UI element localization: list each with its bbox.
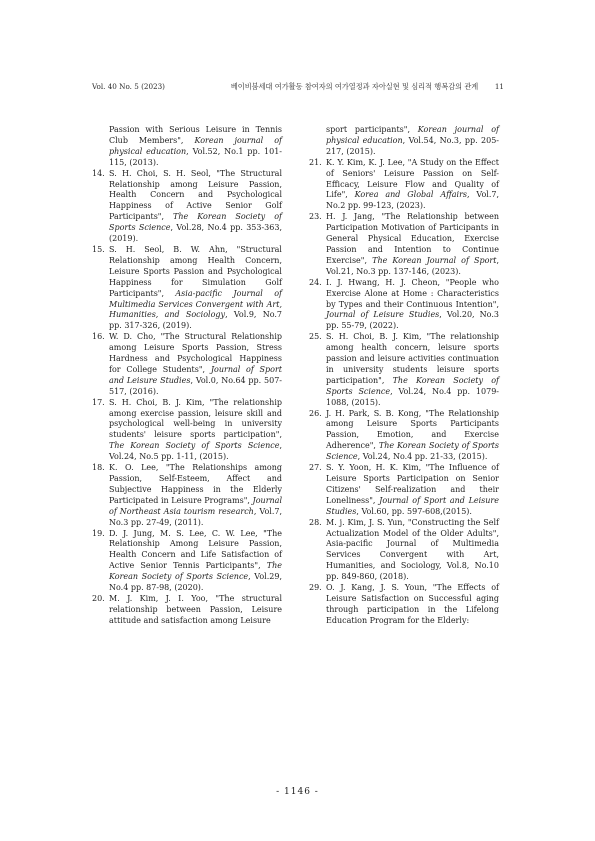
reference-entry [309,158,499,213]
reference-text [326,332,499,408]
reference-entry [92,398,282,463]
reference-number: 15. [92,244,105,254]
reference-entry [309,583,499,627]
reference-number: 24. [309,277,322,287]
reference-text-part: , Vol.28, No.4 pp. 353-363, (2019). [109,223,282,244]
reference-text-part: , Vol.54, No.3, pp. 205-217, (2015). [326,135,500,156]
reference-text-part: , Vol.21, No.3 pp. 137-146, (2023). [326,255,499,276]
header-right [231,82,504,92]
reference-text-part: M. j. Kim, J. S. Yun, "Constructing the Self Actualization Model of the Older Adults", Asia-pacific Journal of Multimedia Services Convergent with Art, Humanities, and Sociology, Vol.8, No.10 pp. 849-860, (2018). [326,517,499,582]
reference-text-part: , Vol.29, No.4 pp. 87-98, (2020). [109,572,282,593]
reference-text [326,212,499,277]
reference-entry [92,125,282,169]
reference-text-part: I. J. Hwang, H. J. Cheon, "People who Exercise Alone at Home : Characteristics by Types and their Continuous Intention", [326,277,499,309]
reference-text-part: , Vol.60, pp. 597-608,(2015). [356,506,472,516]
reference-source-title: Journal of Leisure Studies [326,310,440,320]
reference-text-part: M. J. Kim, J. I. Yoo, "The structural relationship between Passion, Leisure attitude and satisfaction among Leisure [109,593,282,625]
reference-text-part: J. H. Park, S. B. Kong, "The Relationship among Leisure Sports Participants Passion, Emotion, and Exercise Adherence", [326,408,499,451]
reference-number [309,125,326,158]
reference-text-part: , Vol.24, No.4 pp. 1079-1088, (2015). [326,386,499,407]
reference-text [326,158,499,213]
reference-text-part: S. H. Choi, S. H. Seol, "The Structural Relationship among Leisure Passion, Health Concern and Psychological Happiness of Active Senior Golf Participants", [109,168,282,222]
reference-source-title: The Korean Society of Sports Science [326,441,499,462]
reference-entry [309,125,499,158]
reference-text [109,398,282,463]
reference-number [92,125,109,169]
reference-text-part: S. Y. Yoon, H. K. Kim, "The Influence of Leisure Sports Participation on Senior Citizens' Self-realization and their Loneliness", [326,463,499,505]
reference-number: 19. [92,528,105,538]
reference-text [109,125,282,169]
reference-number: 18. [92,463,105,473]
reference-source-title: Journal of Northeast Asia tourism research [109,495,282,516]
reference-text [326,125,499,158]
reference-number: 21. [309,157,322,167]
reference-text-part: S. H. Choi, B. J. Kim, "The relationship among health concern, leisure sports passion and leisure activities continuation in university students leisure sports participation", [326,332,499,385]
reference-entry [309,212,499,277]
reference-source-title: Korean journal of physical education [109,135,282,156]
reference-number: 26. [309,408,322,418]
reference-text [109,332,282,397]
header-page-number: 11 [494,82,504,91]
reference-entry [92,594,282,627]
reference-text [326,278,499,333]
reference-text-part: , Vol.52, No.1 pp. 101-115, (2013). [109,146,282,167]
reference-entry [309,463,499,518]
reference-text-part: D. J. Jung, M. S. Lee, C. W. Lee, "The Relationship Among Leisure Passion, Health Concern and Life Satisfaction of Active Senior Tennis Participants", [109,528,282,571]
reference-number: 27. [309,463,322,473]
page-number-footer: - 1146 - [276,787,319,797]
reference-source-title: Korea and Global Affairs [354,190,468,200]
reference-entry [92,169,282,245]
reference-text-part: , Vol.9, No.7 pp. 317-326, (2019). [109,310,282,331]
reference-number: 25. [309,332,322,342]
reference-number: 17. [92,397,105,407]
reference-text-part: S. H. Choi, B. J. Kim, "The relationship among exercise passion, leisure skill and psychological well-being in university students' leisure sports participation", [109,397,282,440]
reference-text [326,518,499,583]
reference-text [326,583,499,627]
reference-entry [92,245,282,332]
reference-source-title: Journal of Sport and Leisure Studies [109,364,282,385]
reference-text [109,169,282,245]
reference-entry [92,463,282,528]
reference-text [326,409,499,464]
reference-source-title: The Korean Society of Sports Science [326,375,499,396]
reference-number: 28. [309,517,322,527]
reference-text-part: , Vol.7, No.3 pp. 27-49, (2011). [109,506,282,527]
reference-text-part: W. D. Cho, "The Structural Relationship among Leisure Sports Passion, Stress Hardness and Psychological Happiness for College Students", [109,332,282,374]
reference-text-part: , Vol.0, No.64 pp. 507-517, (2016). [109,375,283,396]
reference-source-title: The Korean Journal of Sport [372,255,497,265]
reference-source-title: Journal of Sport and Leisure Studies [326,495,499,516]
reference-text [326,463,499,518]
reference-source-title: Korean journal of physical education [326,125,499,145]
journal-volume-info: Vol. 40 No. 5 (2023) [92,82,165,91]
reference-entry [309,409,499,464]
reference-number: 14. [92,168,105,178]
reference-text [109,529,282,594]
reference-source-title: The Korean Society of Sports Science [109,212,282,233]
reference-entry [92,529,282,594]
reference-source-title: Asia-pacific Journal of Multimedia Services Convergent with Art, Humanities, and Sociology [109,288,282,320]
reference-text-part: , Vol.7, No.2 pp. 99-123, (2023). [326,190,500,211]
reference-text-part: sport participants", [326,125,418,134]
reference-source-title: The Korean Society of Sports Science [109,441,280,451]
reference-text-part: S. H. Seol, B. W. Ahn, "Structural Relationship among Health Concern, Leisure Sports Passion and Psychological Happiness for Simulation Golf Participants", [109,244,282,298]
reference-text [109,245,282,332]
reference-text [109,463,282,528]
reference-entry [309,332,499,408]
reference-entry [309,518,499,583]
reference-text-part: O. J. Kang, J. S. Youn, "The Effects of Leisure Satisfaction on Successful aging through participation in the Lifelong Education Program for the Elderly: [326,583,499,625]
references-left-column [92,125,282,627]
reference-text-part: , Vol.24, No.5 pp. 1-11, (2015). [109,441,282,462]
reference-text-part: , Vol.20, No.3 pp. 55-79, (2022). [326,310,499,331]
running-title: 베이비붐세대 여가활동 참여자의 여가열정과 자아실현 및 심리적 행복감의 관계 [230,82,479,91]
references-right-column [309,125,499,627]
reference-text [109,594,282,627]
reference-text-part: Passion with Serious Leisure in Tennis Club Members", [109,125,282,145]
reference-entry [92,332,282,397]
reference-text-part: H. J. Jang, "The Relationship between Participation Motivation of Participants in General Physical Education, Exercise Passion and Intention to Continue Exercise", [326,212,499,265]
reference-text-part: K. Y. Kim, K. J. Lee, "A Study on the Effect of Seniors' Leisure Passion on Self-Efficacy, Leisure Flow and Quality of Life", [326,157,499,200]
reference-text-part: K. O. Lee, "The Relationships among Passion, Self-Esteem, Affect and Subjective Happiness in the Elderly Participated in Leisure Programs", [109,463,282,505]
reference-number: 23. [309,212,322,222]
reference-entry [309,278,499,333]
reference-number: 29. [309,583,322,593]
reference-number: 20. [92,593,105,603]
reference-number: 16. [92,332,105,342]
reference-text-part: , Vol.24, No.4 pp. 21-33, (2015). [357,452,488,462]
reference-source-title: The Korean Society of Sports Science [109,561,282,582]
